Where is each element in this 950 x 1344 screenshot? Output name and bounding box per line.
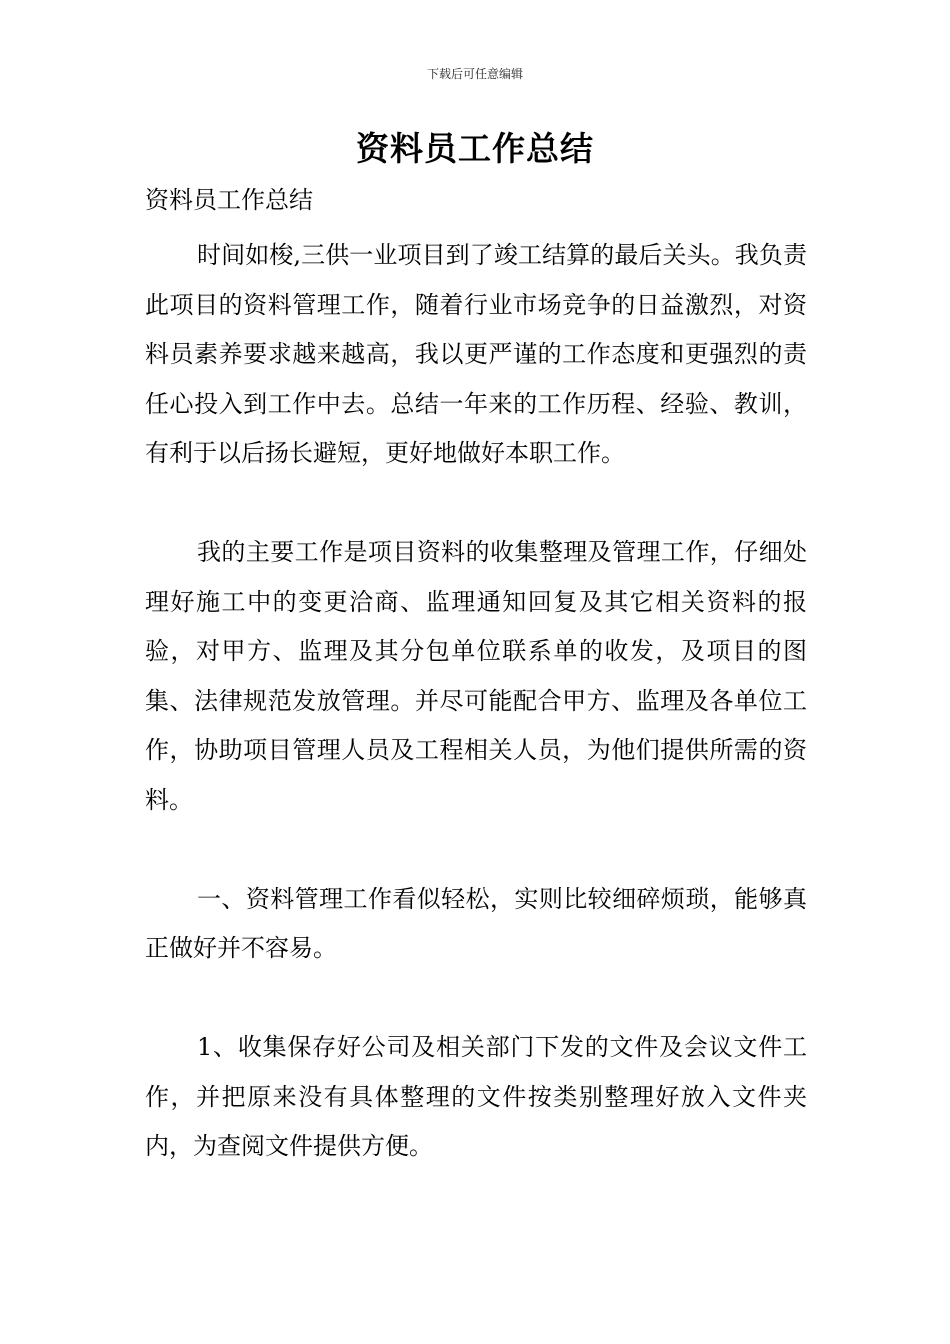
paragraph-spacer [145,825,807,875]
document-body [145,178,807,1172]
document-subtitle: 资料员工作总结 [145,186,313,214]
paragraph-intro: 时间如梭,三供一业项目到了竣工结算的最后关头。我负责此项目的资料管理工作，随着行业市场竞争的日益激烈，对资料员素养要求越来越高，我以更严谨的工作态度和更强烈的责任心投入到工作中去。总结一年来的工作历程、经验、教训，有利于以后扬长避短，更好地做好本职工作。 [145,241,807,467]
paragraph-spacer [145,974,807,1024]
paragraph-main-work: 我的主要工作是项目资料的收集整理及管理工作，仔细处理好施工中的变更洽商、监理通知回复及其它相关资料的报验，对甲方、监理及其分包单位联系单的收发，及项目的图集、法律规范发放管理。并尽可能配合甲方、监理及各单位工作，协助项目管理人员及工程相关人员，为他们提供所需的资料。 [145,538,807,814]
paragraph-item-one: 1、收集保存好公司及相关部门下发的文件及会议文件工作，并把原来没有具体整理的文件按类别整理好放入文件夹内，为查阅文件提供方便。 [145,1033,807,1160]
document-title: 资料员工作总结 [356,129,594,168]
page-header-note: 下载后可任意编辑 [426,67,523,81]
paragraph-section-one: 一、资料管理工作看似轻松，实则比较细碎烦琐，能够真正做好并不容易。 [145,884,807,962]
paragraph-spacer [145,479,807,529]
